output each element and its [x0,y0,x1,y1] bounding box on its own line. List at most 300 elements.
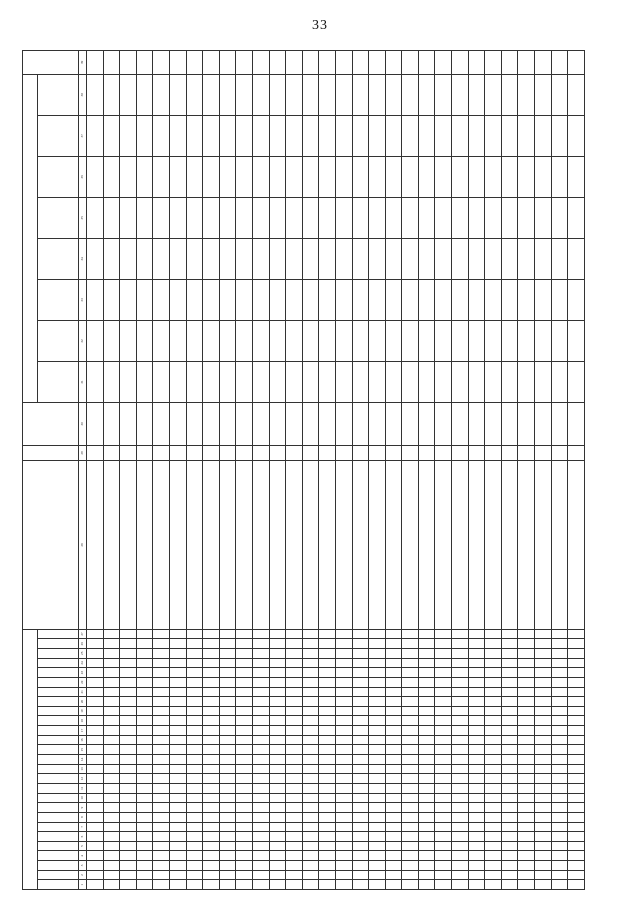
code-cell [352,822,369,832]
code-cell [269,639,286,649]
row-year-cell [452,279,469,320]
code-cell [87,803,104,813]
code-cell [319,793,336,803]
table-row [369,51,386,890]
row-base-cell [369,403,386,446]
column-number: 5 [79,841,87,851]
code-cell [535,706,552,716]
code-cell [485,861,502,871]
row-year-cell [87,156,104,197]
row-year-cell [136,156,153,197]
code-cell [568,841,585,851]
table-rotation-frame [22,50,620,890]
row-year-cell [120,74,137,115]
code-cell [402,668,419,678]
row-year-cell [319,320,336,361]
code-cell [236,726,253,736]
code-cell [319,668,336,678]
code-cell [286,677,303,687]
code-cell [551,745,568,755]
code-cell [501,793,518,803]
code-cell [120,803,137,813]
code-cell [468,880,485,890]
code-cell [369,870,386,880]
code-cell [468,764,485,774]
code-cell [186,658,203,668]
code-cell [418,735,435,745]
row-year-cell [286,74,303,115]
code-cell [385,648,402,658]
code-cell [120,687,137,697]
code-cell [518,841,535,851]
code-cell [335,668,352,678]
code-cell [236,793,253,803]
row-year-cell [418,238,435,279]
row-year-cell [335,279,352,320]
row-base-cell [252,403,269,446]
row-name-cell [418,461,435,629]
code-cell [518,668,535,678]
code-cell [452,841,469,851]
code-cell [153,793,170,803]
code-cell [252,793,269,803]
code-cell [302,706,319,716]
row-year-cell [551,279,568,320]
row-year-cell [302,74,319,115]
row-year-cell [518,74,535,115]
code-cell [103,735,120,745]
code-cell [186,783,203,793]
row-year-cell [501,238,518,279]
code-cell [87,755,104,765]
code-cell [286,764,303,774]
code-cell [402,697,419,707]
code-cell [203,783,220,793]
row-name-cell [568,461,585,629]
row-year-cell [286,320,303,361]
code-cell [87,658,104,668]
row-final-cell [219,51,236,75]
code-cell [352,764,369,774]
code-cell [452,870,469,880]
code-cell [219,861,236,871]
row-year-cell [385,279,402,320]
row-year-cell [501,279,518,320]
row-year-cell [286,238,303,279]
code-cell [269,755,286,765]
code-cell [319,870,336,880]
table-row [203,51,220,890]
header-code-column [38,697,79,707]
code-cell [302,822,319,832]
code-cell [352,861,369,871]
header-code-column [38,735,79,745]
code-cell [418,658,435,668]
code-cell [385,783,402,793]
code-cell [87,774,104,784]
code-cell [568,629,585,639]
code-cell [169,832,186,842]
code-cell [518,793,535,803]
code-cell [535,745,552,755]
row-year-cell [518,197,535,238]
code-cell [568,716,585,726]
code-cell [335,832,352,842]
code-cell [485,697,502,707]
code-cell [452,716,469,726]
row-year-cell [551,320,568,361]
code-cell [452,793,469,803]
row-unit-cell [269,445,286,461]
row-year-cell [402,279,419,320]
code-cell [252,658,269,668]
code-cell [435,687,452,697]
code-cell [302,668,319,678]
row-year-cell [87,74,104,115]
code-cell [203,658,220,668]
code-cell [418,861,435,871]
code-cell [335,716,352,726]
row-year-cell [352,362,369,403]
code-cell [518,783,535,793]
code-cell [87,639,104,649]
header-code-column [38,783,79,793]
code-cell [435,745,452,755]
row-year-cell [369,74,386,115]
row-year-cell [501,362,518,403]
table-row [435,51,452,890]
code-cell [335,755,352,765]
code-cell [186,861,203,871]
code-cell [369,841,386,851]
code-cell [252,822,269,832]
row-year-cell [335,238,352,279]
code-cell [518,880,535,890]
code-cell [169,677,186,687]
code-cell [335,677,352,687]
code-cell [418,851,435,861]
code-cell [551,658,568,668]
row-unit-cell [385,445,402,461]
row-year-cell [418,362,435,403]
code-cell [468,706,485,716]
code-cell [302,832,319,842]
row-year-cell [219,238,236,279]
row-year-cell [452,197,469,238]
row-year-cell [402,320,419,361]
row-year-cell [120,156,137,197]
code-cell [335,861,352,871]
code-cell [435,697,452,707]
code-cell [219,745,236,755]
code-cell [120,668,137,678]
code-cell [136,822,153,832]
column-number: 23 [79,668,87,678]
code-cell [103,841,120,851]
code-cell [402,687,419,697]
code-cell [186,841,203,851]
header-code-column [38,658,79,668]
code-cell [103,706,120,716]
code-cell [551,822,568,832]
code-cell [485,745,502,755]
code-cell [219,783,236,793]
code-cell [485,735,502,745]
code-cell [369,745,386,755]
code-cell [518,648,535,658]
column-number: 25 [79,648,87,658]
row-year-cell [568,279,585,320]
code-cell [402,803,419,813]
code-cell [369,716,386,726]
code-cell [236,648,253,658]
code-cell [535,658,552,668]
row-year-cell [468,156,485,197]
code-cell [136,677,153,687]
code-cell [136,639,153,649]
row-year-cell [501,156,518,197]
code-cell [501,841,518,851]
column-number: 34 [79,238,87,279]
code-cell [103,793,120,803]
code-cell [236,783,253,793]
code-cell [286,639,303,649]
code-cell [369,687,386,697]
code-cell [153,841,170,851]
code-cell [186,822,203,832]
code-cell [219,803,236,813]
code-cell [136,745,153,755]
row-year-cell [236,74,253,115]
code-cell [352,783,369,793]
code-cell [402,764,419,774]
code-cell [535,851,552,861]
code-cell [468,677,485,687]
row-year-cell [501,197,518,238]
row-year-cell [236,197,253,238]
row-name-cell [269,461,286,629]
row-unit-cell [219,445,236,461]
row-year-cell [319,74,336,115]
table-header [23,51,87,890]
code-cell [286,851,303,861]
table-row [418,51,435,890]
code-cell [186,832,203,842]
code-cell [87,745,104,755]
header-years [23,74,38,402]
row-year-cell [385,156,402,197]
code-cell [169,774,186,784]
code-cell [402,851,419,861]
code-cell [551,793,568,803]
code-cell [485,648,502,658]
row-year-cell [518,156,535,197]
header-code-column [38,629,79,639]
table-row [169,51,186,890]
code-cell [352,697,369,707]
code-cell [518,629,535,639]
code-cell [435,677,452,687]
row-year-cell [435,74,452,115]
code-cell [219,755,236,765]
code-cell [352,706,369,716]
code-cell [535,629,552,639]
row-year-cell [219,320,236,361]
code-cell [535,822,552,832]
row-unit-cell [568,445,585,461]
code-cell [402,861,419,871]
code-cell [435,822,452,832]
code-cell [136,726,153,736]
column-number: 38 [79,74,87,115]
code-cell [435,803,452,813]
code-cell [186,764,203,774]
row-year-cell [402,362,419,403]
code-cell [501,783,518,793]
code-cell [485,687,502,697]
code-cell [352,639,369,649]
row-year-cell [319,156,336,197]
column-number: 6 [79,832,87,842]
row-year-cell [153,279,170,320]
column-number: 20 [79,697,87,707]
code-cell [87,735,104,745]
code-cell [302,726,319,736]
code-cell [352,812,369,822]
code-cell [169,726,186,736]
code-cell [120,648,137,658]
row-name-cell [501,461,518,629]
code-cell [452,832,469,842]
code-cell [252,745,269,755]
table-row [518,51,535,890]
code-cell [319,783,336,793]
code-cell [87,822,104,832]
row-base-cell [418,403,435,446]
code-cell [103,648,120,658]
row-year-cell [535,156,552,197]
table-row [402,51,419,890]
code-cell [103,639,120,649]
code-cell [418,774,435,784]
row-base-cell [468,403,485,446]
code-cell [252,774,269,784]
code-cell [219,764,236,774]
row-final-cell [286,51,303,75]
row-year-cell [402,74,419,115]
code-cell [402,735,419,745]
header-code-column [38,812,79,822]
code-cell [551,687,568,697]
code-cell [136,735,153,745]
code-cell [369,774,386,784]
code-cell [269,880,286,890]
row-unit-cell [485,445,502,461]
row-year-cell [369,362,386,403]
code-cell [518,687,535,697]
code-cell [568,783,585,793]
code-cell [319,812,336,822]
code-cell [153,677,170,687]
header-code-column [38,832,79,842]
code-cell [136,793,153,803]
code-cell [568,668,585,678]
code-cell [186,735,203,745]
row-year-cell [319,115,336,156]
code-cell [236,658,253,668]
row-name-cell [286,461,303,629]
code-cell [435,726,452,736]
row-base-cell [385,403,402,446]
row-year-cell [435,197,452,238]
row-year-cell [302,320,319,361]
code-cell [568,735,585,745]
code-cell [103,687,120,697]
code-cell [335,745,352,755]
row-year-cell [518,320,535,361]
code-cell [269,803,286,813]
code-cell [501,774,518,784]
row-base-cell [352,403,369,446]
code-cell [203,629,220,639]
row-year-cell [252,320,269,361]
row-name-cell [535,461,552,629]
row-base-cell [219,403,236,446]
row-year-cell [402,197,419,238]
code-cell [236,774,253,784]
code-cell [335,880,352,890]
code-cell [369,658,386,668]
code-cell [319,658,336,668]
row-year-cell [203,115,220,156]
code-cell [136,687,153,697]
code-cell [302,851,319,861]
code-cell [103,697,120,707]
row-year-cell [219,74,236,115]
code-cell [203,832,220,842]
code-cell [402,639,419,649]
code-cell [435,793,452,803]
code-cell [518,764,535,774]
code-cell [435,851,452,861]
code-cell [319,861,336,871]
code-cell [402,793,419,803]
code-cell [319,851,336,861]
row-year-cell [286,197,303,238]
code-cell [452,668,469,678]
column-number: 8 [79,812,87,822]
code-cell [452,648,469,658]
row-year-cell [551,362,568,403]
code-cell [103,716,120,726]
row-year-cell [302,156,319,197]
column-number: 28 [79,461,87,629]
row-base-cell [402,403,419,446]
code-cell [186,677,203,687]
code-cell [319,697,336,707]
code-cell [120,841,137,851]
code-cell [468,726,485,736]
code-cell [252,677,269,687]
code-cell [136,841,153,851]
row-year-cell [518,115,535,156]
row-year-cell [352,74,369,115]
code-cell [418,687,435,697]
code-cell [269,629,286,639]
code-cell [236,687,253,697]
row-year-cell [468,74,485,115]
code-cell [203,745,220,755]
